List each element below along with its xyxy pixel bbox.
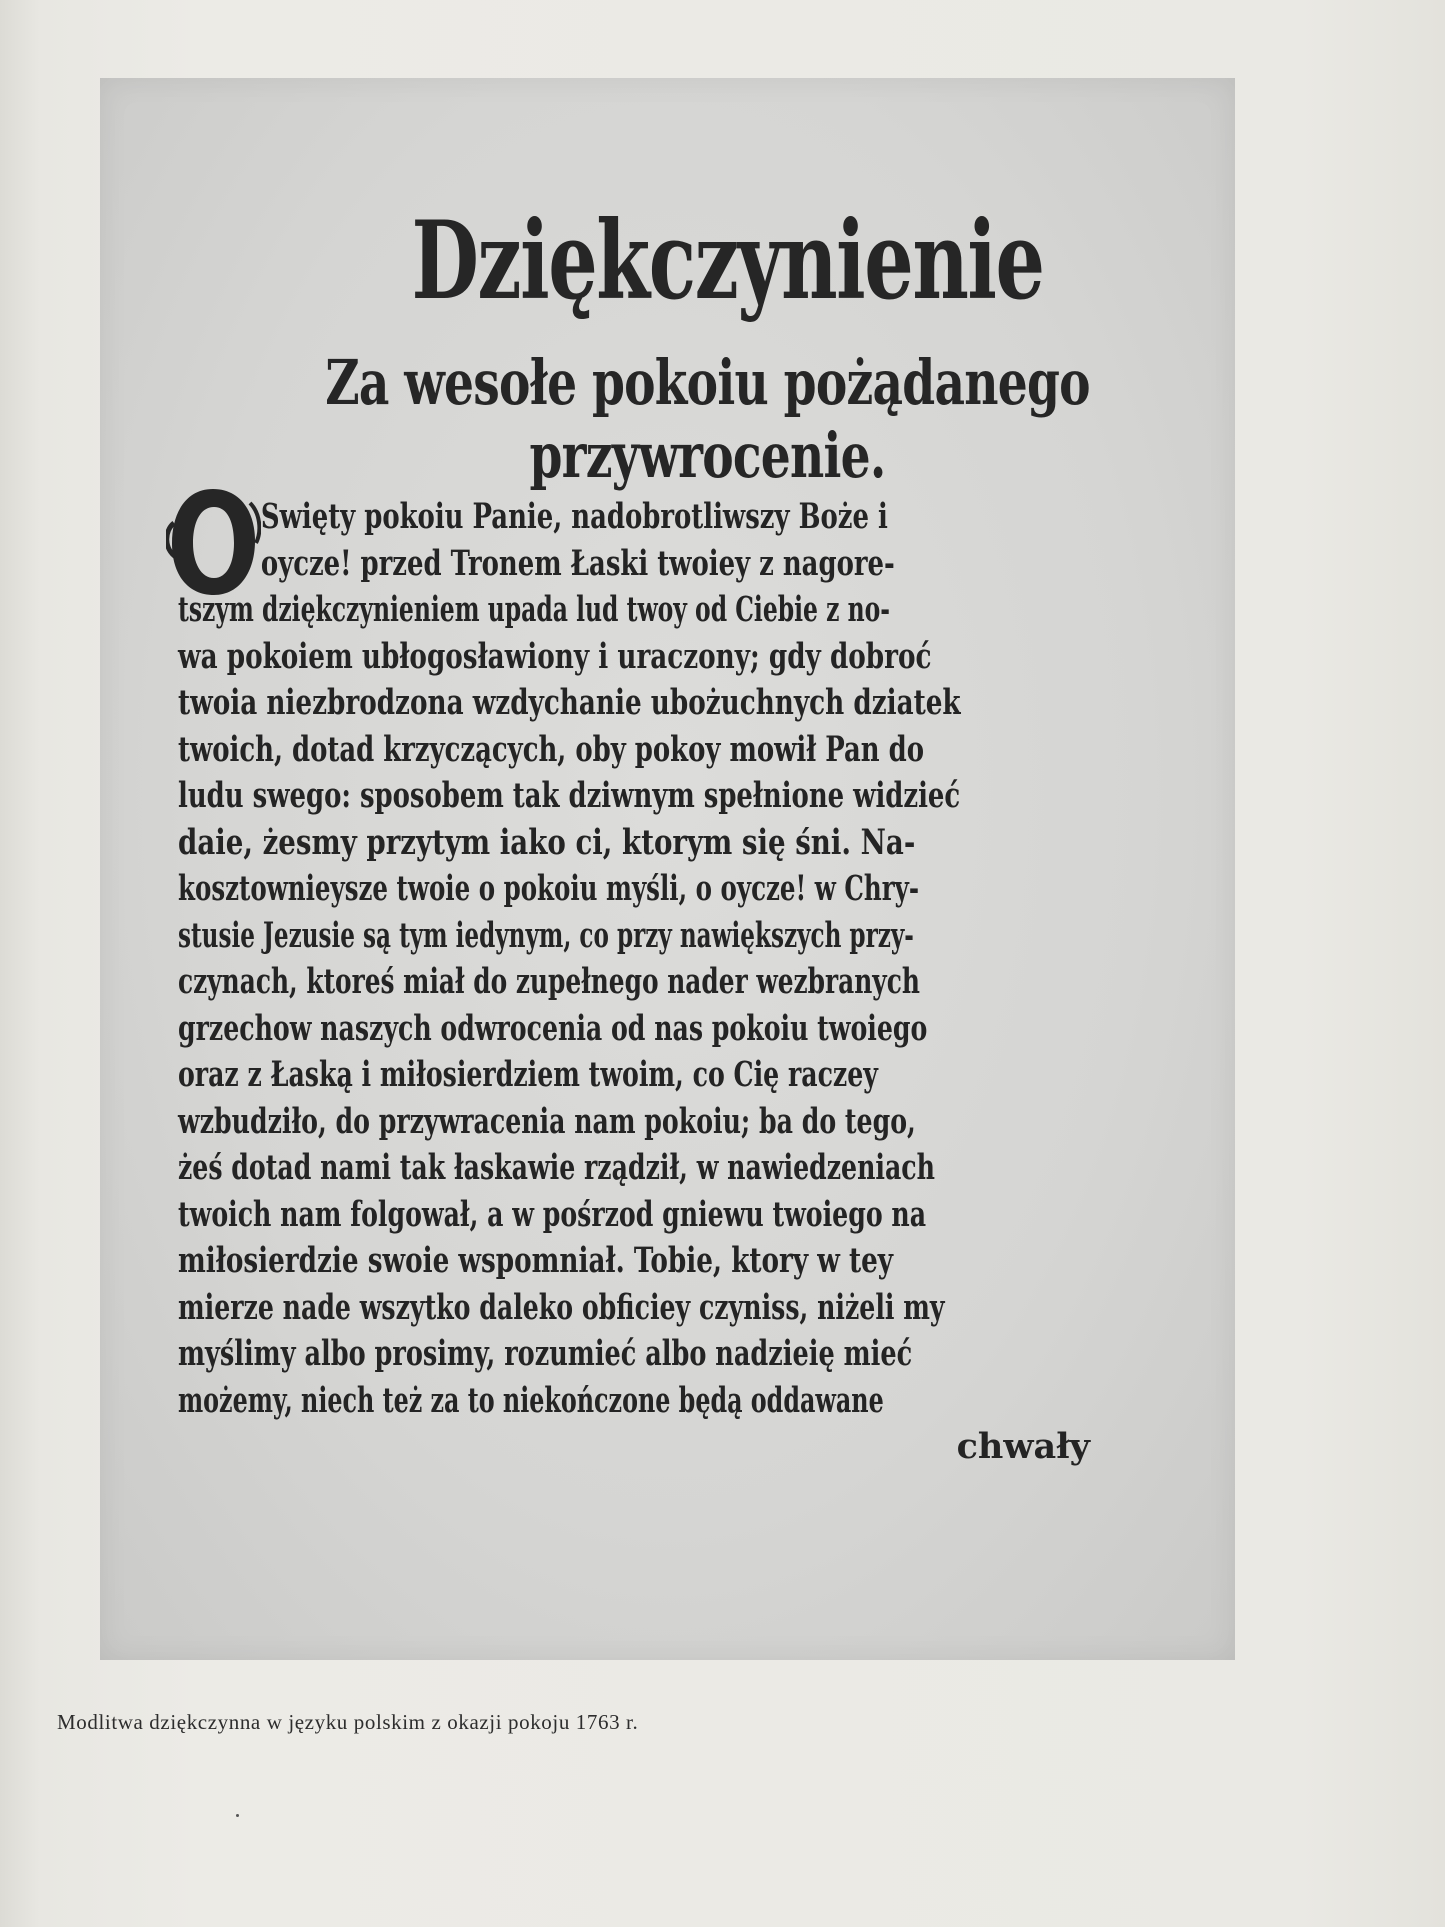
text-line: kosztownieysze twoie o pokoiu myśli, o oycze! w Chry- bbox=[178, 868, 920, 909]
text-line: miłosierdzie swoie wspomniał. Tobie, ktory w tey bbox=[178, 1240, 894, 1281]
prayer-body bbox=[178, 494, 1138, 1471]
text-line: ludu swego: sposobem tak dziwnym spełnione widzieć bbox=[178, 775, 961, 816]
text-line: twoich nam folgował, a w pośrzod gniewu twoiego na bbox=[178, 1193, 927, 1235]
text-line: wzbudziło, do przywracenia nam pokoiu; ba do tego, bbox=[178, 1100, 916, 1142]
text-line: czynach, ktoreś miał do zupełnego nader wezbranych bbox=[178, 961, 920, 1002]
text-line: grzechow naszych odwrocenia od nas pokoiu twoiego bbox=[178, 1007, 928, 1049]
text-line-last: chwały bbox=[956, 1426, 1090, 1467]
document-subtitle: Za wesołe pokoiu pożądanego przywrocenie. bbox=[325, 346, 1090, 492]
figure-caption: Modlitwa dziękczynna w języku polskim z okazji pokoju 1763 r. bbox=[57, 1710, 639, 1734]
text-line: możemy, niech też za to niekończone będą oddawane bbox=[178, 1379, 884, 1421]
facsimile-plate bbox=[100, 78, 1235, 1660]
text-line: Swięty pokoiu Panie, nadobrotliwszy Boże i bbox=[260, 496, 888, 537]
text-line: tszym dziękczynieniem upada lud twoy od Ciebie z no- bbox=[178, 589, 891, 630]
paper-speck bbox=[236, 1814, 239, 1817]
text-line: twoich, dotad krzyczących, oby pokoy mowił Pan do bbox=[178, 728, 925, 770]
text-line: wa pokoiem ubłogosławiony i uraczony; gdy dobroć bbox=[178, 635, 932, 677]
text-line: daie, żesmy przytym iako ci, ktorym się śni. Na- bbox=[178, 821, 916, 863]
text-line: mierze nade wszytko daleko obficiey czyniss, niżeli my bbox=[178, 1286, 945, 1328]
text-line: oraz z Łaską i miłosierdziem twoim, co Cię raczey bbox=[178, 1054, 878, 1095]
document-title: Dziękczynienie bbox=[411, 198, 1044, 324]
text-line: myślimy albo prosimy, rozumieć albo nadzieię mieć bbox=[178, 1333, 913, 1374]
text-line: twoia niezbrodzona wzdychanie ubożuchnych dziatek bbox=[178, 682, 961, 723]
text-line: stusie Jezusie są tym iedynym, co przy nawiększych przy- bbox=[178, 914, 914, 956]
text-line: oycze! przed Tronem Łaski twoiey z nagore- bbox=[260, 542, 895, 584]
text-line: żeś dotad nami tak łaskawie rządził, w nawiedzeniach bbox=[178, 1147, 935, 1188]
